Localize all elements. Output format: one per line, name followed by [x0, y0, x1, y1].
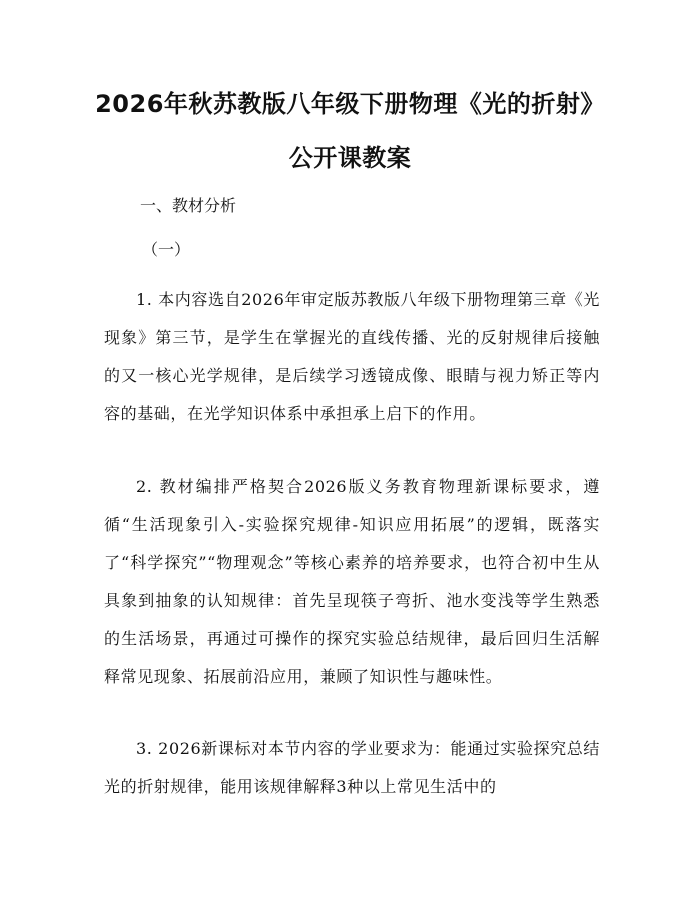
- subsection-heading: （一）: [142, 240, 191, 259]
- paragraph-3: 3. 2026新课标对本节内容的学业要求为：能通过实验探究总结光的折射规律，能用该规律解释3种以上常见生活中的: [104, 739, 600, 796]
- section-heading: 一、教材分析: [140, 196, 237, 215]
- document-title: 2026年秋苏教版八年级下册物理《光的折射》公开课教案: [95, 90, 605, 172]
- paragraph-1: 1. 本内容选自2026年审定版苏教版八年级下册物理第三章《光现象》第三节，是学生在掌握光的直线传播、光的反射规律后接触的又一核心光学规律，是后续学习透镜成像、眼睛与视力矫正等内容的基础，在光学知识体系中承担承上启下的作用。: [104, 290, 600, 423]
- paragraph-2: 2. 教材编排严格契合2026版义务教育物理新课标要求，遵循“生活现象引入-实验探究规律-知识应用拓展”的逻辑，既落实了“科学探究”“物理观念”等核心素养的培养要求，也符合初中生从具象到抽象的认知规律：首先呈现筷子弯折、池水变浅等学生熟悉的生活场景，再通过可操作的探究实验总结规律，最后回归生活解释常见现象、拓展前沿应用，兼顾了知识性与趣味性。: [104, 477, 600, 686]
